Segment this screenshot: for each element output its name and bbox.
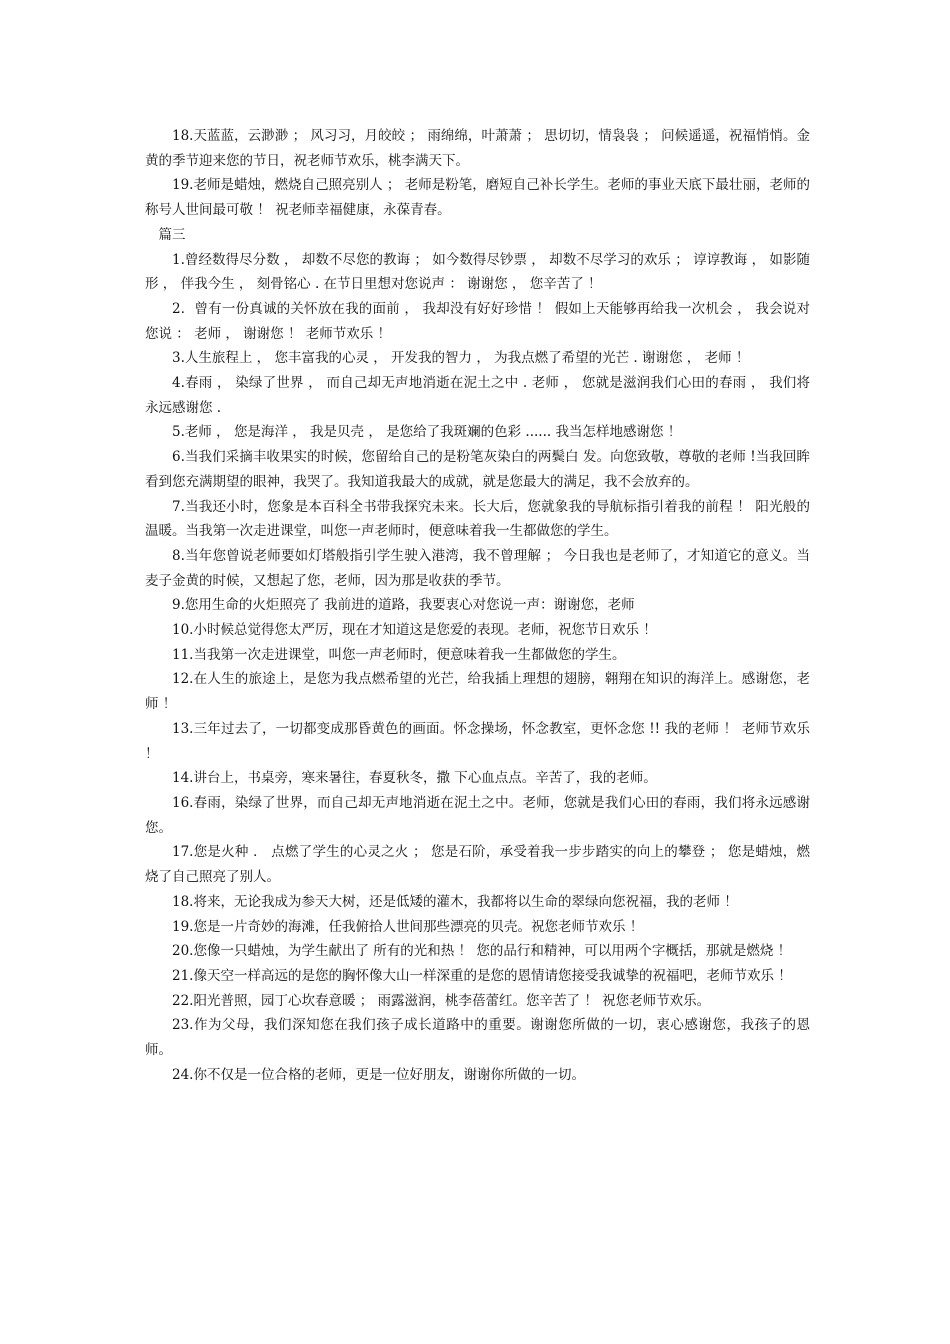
section-heading: 篇三: [158, 226, 186, 243]
paragraph-21: 21.像天空一样高远的是您的胸怀像大山一样深重的是您的恩情请您接受我诚挚的祝福吧，老师节欢乐 ！: [172, 967, 792, 984]
paragraph-22: 22.阳光普照，园丁心坎春意暖 ； 雨露滋润，桃李蓓蕾红。您辛苦了 ！ 祝您老师节欢乐。: [172, 992, 711, 1009]
paragraph-10: 10.小时候总觉得您太严厉，现在才知道这是您爱的表现。老师，祝您节日欢乐 ！: [172, 622, 657, 639]
paragraph-14: 14.讲台上，书桌旁，寒来暑往，春夏秋冬，撒 下心血点点。辛苦了，我的老师。: [172, 770, 657, 787]
paragraph-1: 1.曾经数得尽分数 ， 却数不尽您的教诲 ； 如今数得尽钞票 ， 却数不尽学习的欢乐 ； 谆谆教诲 ， 如影随形 ， 伴我今生 ， 刻骨铭心 . 在节日里想对您说声 ： 谢谢您 ， 您辛苦了 ！: [145, 251, 810, 293]
paragraph-13: 13.三年过去了，一切都变成那昏黄色的画面。怀念操场，怀念教室，更怀念您 !! 我的老师 ！ 老师节欢乐 ！: [145, 720, 810, 762]
paragraph-12: 12.在人生的旅途上，是您为我点燃希望的光芒，给我插上理想的翅膀，翱翔在知识的海洋上。感谢您，老师 ！: [145, 671, 810, 713]
paragraph-7: 7.当我还小时，您象是本百科全书带我探究未来。长大后，您就象我的导航标指引着我的前程 ！ 阳光般的温暖。当我第一次走进课堂，叫您一声老师时，便意味着我一生都做您的学生。: [145, 498, 810, 540]
paragraph-18-intro: 18.天蓝蓝，云渺渺 ； 风习习，月皎皎 ； 雨绵绵，叶萧萧 ； 思切切，情袅袅 ； 问候遥遥，祝福悄悄。金黄的季节迎来您的节日，祝老师节欢乐，桃李满天下。: [145, 128, 810, 169]
paragraph-11: 11.当我第一次走进课堂，叫您一声老师时，便意味着我一生都做您的学生。: [172, 646, 626, 663]
paragraph-19: 19.您是一片奇妙的海滩，任我俯拾人世间那些漂亮的贝壳。祝您老师节欢乐 ！: [172, 918, 644, 935]
paragraph-16: 16.春雨，染绿了世界，而自己却无声地消逝在泥土之中。老师，您就是我们心田的春雨，我们将永远感谢您。: [145, 794, 810, 836]
paragraph-4: 4.春雨 ， 染绿了世界 ， 而自己却无声地消逝在泥土之中 . 老师 ， 您就是滋润我们心田的春雨 ， 我们将永远感谢您 .: [145, 375, 810, 416]
paragraph-18: 18.将来，无论我成为参天大树，还是低矮的灌木，我都将以生命的翠绿向您祝福，我的老师 ！: [172, 893, 738, 910]
paragraph-2: 2．曾有一份真诚的关怀放在我的面前 ， 我却没有好好珍惜 ！ 假如上天能够再给我一次机会 ， 我会说对您说 ： 老师 ， 谢谢您 ！ 老师节欢乐 ！: [145, 300, 810, 342]
paragraph-5: 5.老师 ， 您是海洋 ， 我是贝壳 ， 是您给了我斑斓的色彩 ...... 我当怎样地感谢您 ！: [172, 424, 682, 441]
paragraph-6: 6.当我们采摘丰收果实的时候，您留给自己的是粉笔灰染白的两鬓白 发。向您致敬，尊敬的老师 !当我回眸看到您充满期望的眼神，我哭了。我知道我最大的成就，就是您最大的满足，我不会放弃的。: [145, 449, 810, 490]
document-page: [145, 124, 810, 1087]
paragraph-17: 17.您是火种 ． 点燃了学生的心灵之火 ； 您是石阶，承受着我一步步踏实的向上的攀登 ； 您是蜡烛，燃烧了自己照亮了别人。: [145, 844, 810, 886]
paragraph-9: 9.您用生命的火炬照亮了 我前进的道路，我要衷心对您说一声：谢谢您，老师: [172, 597, 635, 614]
paragraph-3: 3.人生旅程上 ， 您丰富我的心灵 ， 开发我的智力 ， 为我点燃了希望的光芒 . 谢谢您 ， 老师 ！: [172, 350, 750, 367]
paragraph-23: 23.作为父母，我们深知您在我们孩子成长道路中的重要。谢谢您所做的一切，衷心感谢您，我孩子的恩师。: [145, 1017, 810, 1059]
paragraph-20: 20.您像一只蜡烛，为学生献出了 所有的光和热 ！ 您的品行和精神，可以用两个字概括，那就是燃烧 ！: [172, 943, 792, 960]
paragraph-19-intro: 19.老师是蜡烛，燃烧自己照亮别人 ； 老师是粉笔，磨短自己补长学生。老师的事业天底下最壮丽，老师的称号人世间最可敬 ！ 祝老师幸福健康，永葆青春。: [145, 177, 810, 219]
paragraph-24: 24.你不仅是一位合格的老师，更是一位好朋友，谢谢你所做的一切。: [172, 1066, 585, 1083]
paragraph-8: 8.当年您曾说老师要如灯塔般指引学生驶入港湾，我不曾理解 ； 今日我也是老师了，才知道它的意义。当麦子金黄的时候，又想起了您，老师，因为那是收获的季节。: [145, 547, 810, 589]
